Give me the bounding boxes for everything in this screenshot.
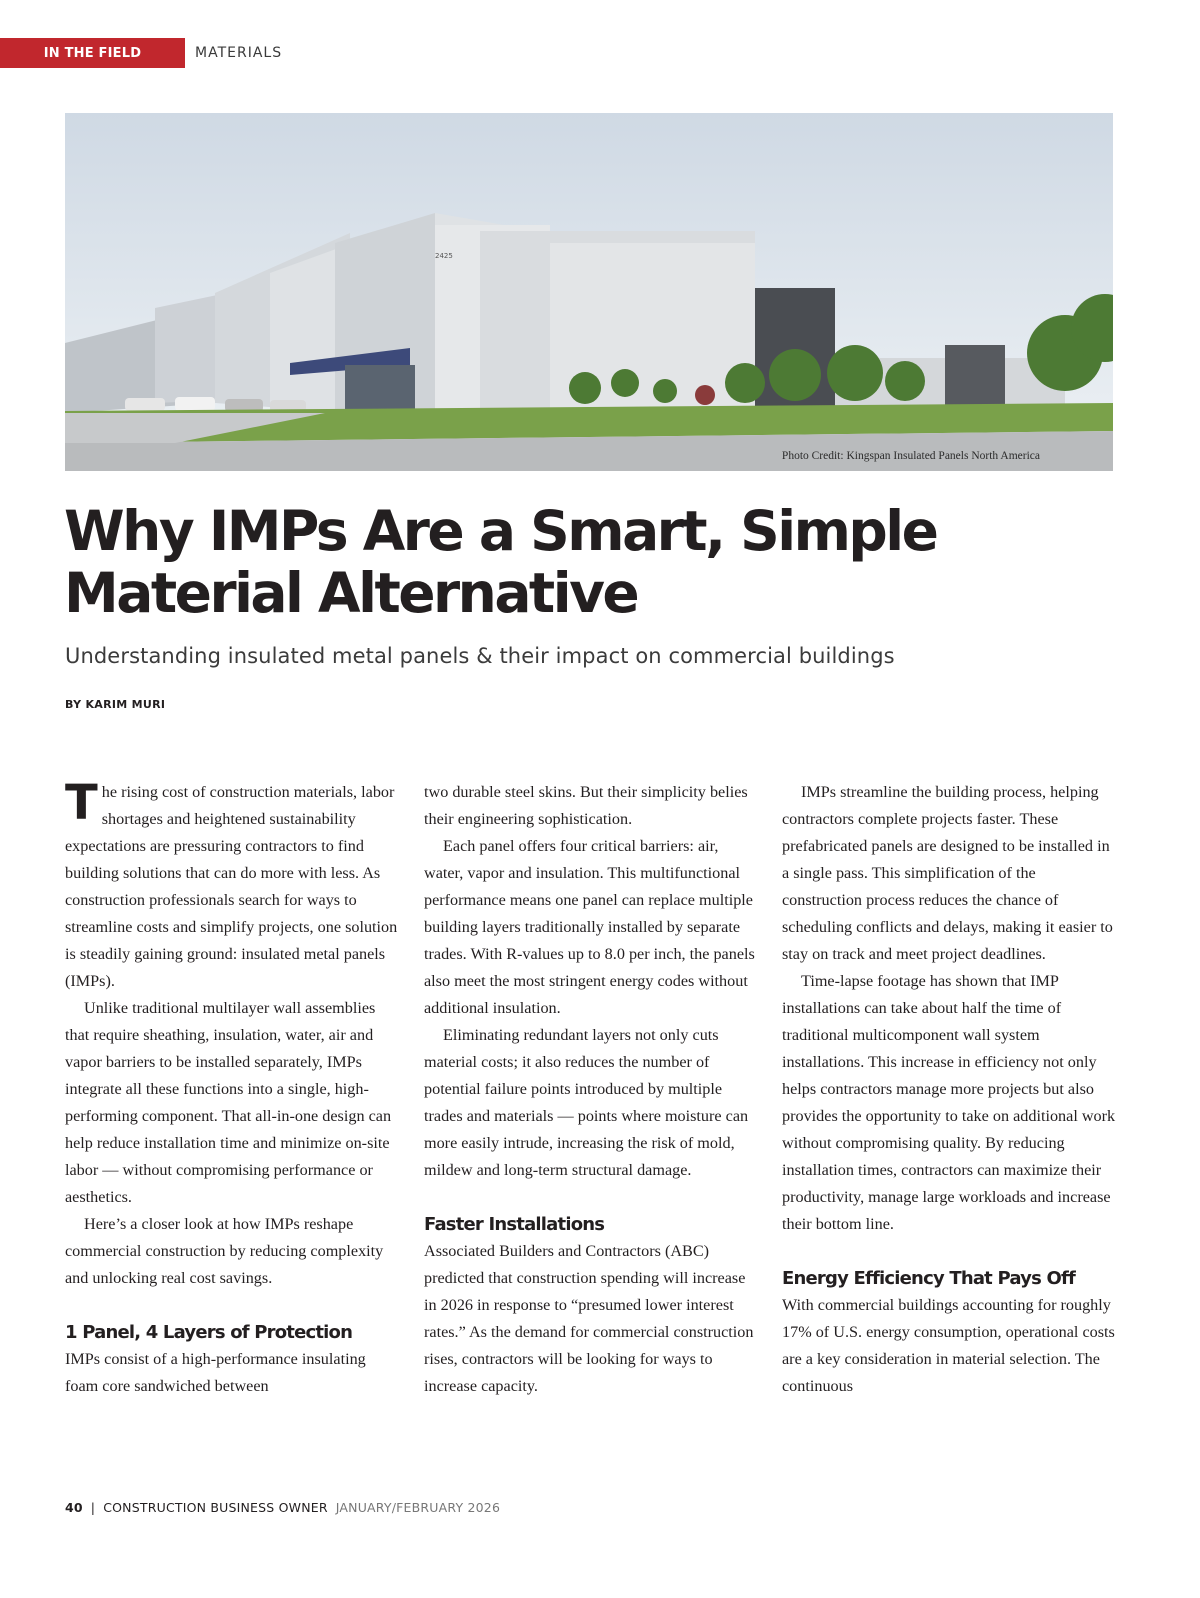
publication-name: CONSTRUCTION BUSINESS OWNER <box>103 1500 328 1515</box>
photo-credit: Photo Credit: Kingspan Insulated Panels North America <box>781 450 1040 462</box>
section-header <box>0 38 282 68</box>
intro-text: he rising cost of construction materials, labor shortages and heightened sustainability expectations are pressuring contractors to find building solutions that can do more with less. As construction professionals search for ways to streamline costs and simplify projects, one solution is steadily gaining ground: insulated metal panels (IMPs). <box>65 783 398 990</box>
page-footer <box>65 1500 500 1515</box>
article-headline: Why IMPs Are a Smart, Simple Material Alternative <box>64 499 937 625</box>
section-heading-protection: 1 Panel, 4 Layers of Protection <box>65 1322 353 1343</box>
paragraph: IMPs streamline the building process, helping contractors complete projects faster. These prefabricated panels are designed to be installed in a single pass. This simplification of the construction process reduces the chance of scheduling conflicts and delays, making it easier to stay on track and meet project deadlines. <box>782 783 1113 963</box>
column-2 <box>424 779 759 1400</box>
paragraph: Associated Builders and Contractors (ABC) predicted that construction spending will increase in 2026 in response to “presumed lower interest rates.” As the demand for commercial construction rises, contractors will be looking for ways to increase capacity. <box>424 1242 754 1395</box>
paragraph: IMPs consist of a high-performance insulating foam core sandwiched between <box>65 1350 366 1395</box>
page-number: 40 <box>65 1500 83 1515</box>
column-1 <box>65 775 400 1400</box>
paragraph: With commercial buildings accounting for roughly 17% of U.S. energy consumption, operational costs are a key consideration in material selection. The continuous <box>782 1296 1115 1395</box>
article-byline: BY KARIM MURI <box>65 698 166 711</box>
issue-date: JANUARY/FEBRUARY 2026 <box>335 1500 501 1515</box>
section-heading-installations: Faster Installations <box>424 1214 605 1235</box>
building-illustration <box>65 113 1113 471</box>
paragraph: Each panel offers four critical barriers: air, water, vapor and insulation. This multifunctional performance means one panel can replace multiple building layers traditionally installed by separate trades. With R-values up to 8.0 per inch, the panels also meet the most stringent energy codes without additional insulation. <box>424 837 755 1017</box>
article-subhead: Understanding insulated metal panels & their impact on commercial buildings <box>65 644 895 668</box>
dropcap: T <box>65 775 98 831</box>
paragraph: Here’s a closer look at how IMPs reshape commercial construction by reducing complexity and unlocking real cost savings. <box>65 1215 384 1287</box>
section-subtitle: MATERIALS <box>195 45 283 61</box>
column-3 <box>782 779 1117 1400</box>
section-heading-energy: Energy Efficiency That Pays Off <box>782 1268 1076 1289</box>
hero-photo <box>65 113 1113 471</box>
paragraph: two durable steel skins. But their simplicity belies their engineering sophistication. <box>424 783 748 828</box>
paragraph: Eliminating redundant layers not only cuts material costs; it also reduces the number of potential failure points introduced by multiple trades and materials — points where moisture can more easily intrude, increasing the risk of mold, mildew and long-term structural damage. <box>424 1026 749 1179</box>
paragraph: Time-lapse footage has shown that IMP installations can take about half the time of traditional multicomponent wall system installations. This increase in efficiency not only helps contractors manage more projects but also provides the opportunity to take on additional work without compromising quality. By reducing installation times, contractors can maximize their productivity, manage large workloads and increase their bottom line. <box>782 972 1116 1233</box>
paragraph-intro <box>65 775 400 995</box>
section-tag: IN THE FIELD <box>0 38 185 68</box>
svg-text:2425: 2425 <box>435 252 453 260</box>
paragraph: Unlike traditional multilayer wall assemblies that require sheathing, insulation, water, air and vapor barriers to be installed separately, IMPs integrate all these functions into a single, high-performing component. That all-in-one design can help reduce installation time and minimize on-site labor — without compromising performance or aesthetics. <box>65 999 392 1206</box>
footer-separator: | <box>90 1500 96 1515</box>
